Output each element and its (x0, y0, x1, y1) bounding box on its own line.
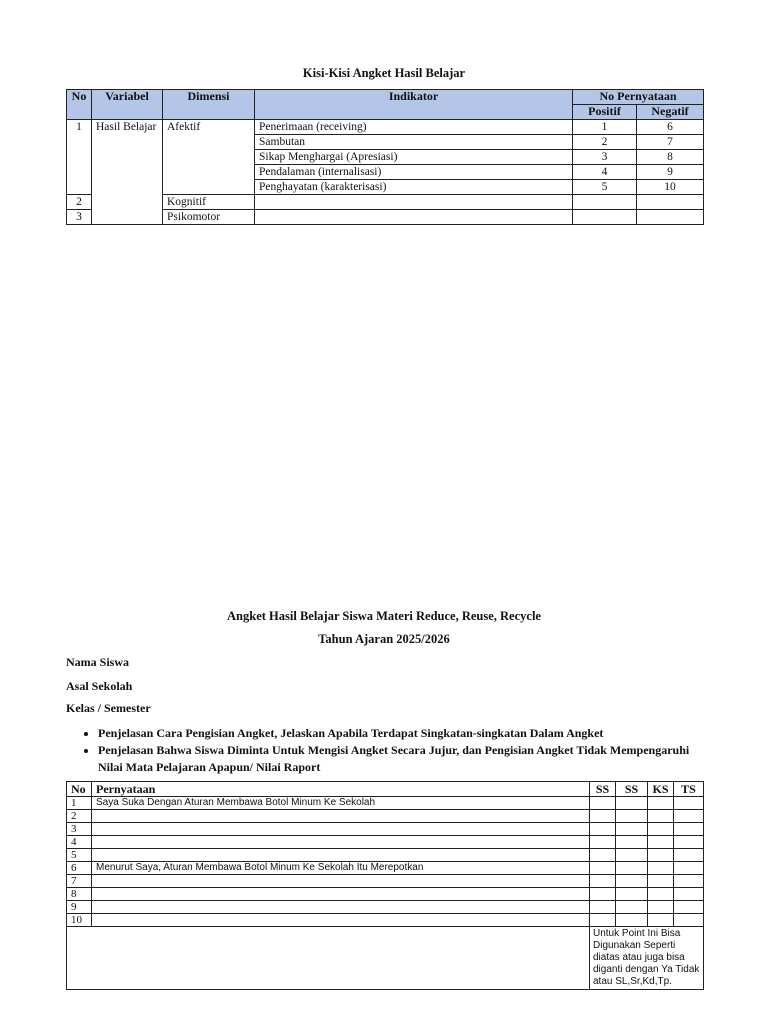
ss-cell[interactable] (616, 836, 648, 849)
row-no: 10 (67, 914, 92, 927)
ss-cell[interactable] (616, 875, 648, 888)
row-no: 9 (67, 901, 92, 914)
ss-cell[interactable] (616, 823, 648, 836)
ss-cell[interactable] (590, 888, 616, 901)
indikator-cell (255, 210, 573, 225)
row-no: 3 (67, 823, 92, 836)
ss-cell[interactable] (616, 810, 648, 823)
ts-cell[interactable] (674, 875, 704, 888)
negatif-cell (637, 210, 704, 225)
header-variabel: Variabel (92, 90, 163, 120)
instruction-item: • Penjelasan Cara Pengisian Angket, Jelaskan Apabila Terdapat Singkatan-singkatan Dalam Angket (98, 725, 698, 742)
table-row (67, 875, 704, 888)
statement-cell (92, 888, 590, 901)
blank-cell (67, 927, 590, 990)
questionnaire-subtitle: Tahun Ajaran 2025/2026 (318, 632, 450, 646)
row-no: 4 (67, 836, 92, 849)
header-positif: Positif (573, 105, 637, 120)
statement-cell (92, 914, 590, 927)
ss-cell[interactable] (590, 823, 616, 836)
statement-cell (92, 901, 590, 914)
ks-cell[interactable] (648, 914, 674, 927)
kisi-kisi-table (66, 89, 704, 225)
row-dimensi: Psikomotor (163, 210, 255, 225)
ks-cell[interactable] (648, 836, 674, 849)
questionnaire-table (66, 781, 704, 990)
instruction-item: • Penjelasan Bahwa Siswa Diminta Untuk Mengisi Angket Secara Jujur, dan Pengisian Angket Tidak Mempengaruhi Nilai Mata Pelajaran Apapun/ Nilai Raport (98, 742, 698, 776)
row-no: 2 (67, 810, 92, 823)
header-dimensi: Dimensi (163, 90, 255, 120)
negatif-cell: 7 (637, 135, 704, 150)
indikator-cell: Sambutan (255, 135, 573, 150)
questionnaire-title: Angket Hasil Belajar Siswa Materi Reduce, Reuse, Recycle (227, 609, 541, 623)
ss-cell[interactable] (616, 849, 648, 862)
ks-cell[interactable] (648, 901, 674, 914)
ss-cell[interactable] (616, 914, 648, 927)
field-kelas-semester: Kelas / Semester (66, 701, 151, 715)
table-row (67, 888, 704, 901)
ks-cell[interactable] (648, 875, 674, 888)
kisi-kisi-title: Kisi-Kisi Angket Hasil Belajar (302, 66, 466, 80)
row-no: 6 (67, 862, 92, 875)
field-asal-sekolah: Asal Sekolah (66, 679, 133, 693)
row-no: 8 (67, 888, 92, 901)
ss-cell[interactable] (590, 797, 616, 810)
ts-cell[interactable] (674, 849, 704, 862)
ts-cell[interactable] (674, 797, 704, 810)
positif-cell (573, 195, 637, 210)
positif-cell: 1 (573, 120, 637, 135)
ts-cell[interactable] (674, 862, 704, 875)
ts-cell[interactable] (674, 888, 704, 901)
header-ks: KS (648, 782, 674, 797)
ks-cell[interactable] (648, 823, 674, 836)
statement-cell (92, 836, 590, 849)
statement-cell: Menurut Saya, Aturan Membawa Botol Minum Ke Sekolah Itu Merepotkan (92, 862, 590, 875)
ss-cell[interactable] (590, 901, 616, 914)
row-no: 1 (67, 120, 92, 195)
positif-cell: 4 (573, 165, 637, 180)
positif-cell (573, 210, 637, 225)
statement-cell (92, 875, 590, 888)
row-no: 3 (67, 210, 92, 225)
ts-cell[interactable] (674, 810, 704, 823)
statement-cell (92, 849, 590, 862)
negatif-cell: 9 (637, 165, 704, 180)
ks-cell[interactable] (648, 888, 674, 901)
table-row (67, 849, 704, 862)
ts-cell[interactable] (674, 823, 704, 836)
ts-cell[interactable] (674, 901, 704, 914)
positif-cell: 3 (573, 150, 637, 165)
indikator-cell: Pendalaman (internalisasi) (255, 165, 573, 180)
table-row (67, 797, 704, 810)
ss-cell[interactable] (616, 901, 648, 914)
indikator-cell: Penerimaan (receiving) (255, 120, 573, 135)
negatif-cell: 8 (637, 150, 704, 165)
row-no: 2 (67, 195, 92, 210)
positif-cell: 5 (573, 180, 637, 195)
header-negatif: Negatif (637, 105, 704, 120)
ks-cell[interactable] (648, 862, 674, 875)
header-no: No (67, 782, 92, 797)
table-row (67, 836, 704, 849)
table-row (67, 810, 704, 823)
questionnaire-body (67, 797, 704, 990)
field-nama-siswa: Nama Siswa (66, 655, 130, 669)
ss-cell[interactable] (616, 862, 648, 875)
ss-cell[interactable] (590, 836, 616, 849)
scale-note: Untuk Point Ini Bisa Digunakan Seperti diatas atau juga bisa diganti dengan Ya Tidak atau SL,Sr,Kd,Tp. (590, 927, 704, 990)
ts-cell[interactable] (674, 836, 704, 849)
header-no-pernyataan: No Pernyataan (573, 90, 704, 105)
ss-cell[interactable] (616, 797, 648, 810)
ts-cell[interactable] (674, 914, 704, 927)
table-row (67, 862, 704, 875)
row-no: 1 (67, 797, 92, 810)
positif-cell: 2 (573, 135, 637, 150)
indikator-cell: Sikap Menghargai (Apresiasi) (255, 150, 573, 165)
indikator-cell: Penghayatan (karakterisasi) (255, 180, 573, 195)
header-no: No (67, 90, 92, 120)
header-ss: SS (590, 782, 616, 797)
row-no: 7 (67, 875, 92, 888)
table-row (67, 901, 704, 914)
header-ts: TS (674, 782, 704, 797)
negatif-cell: 10 (637, 180, 704, 195)
statement-cell: Saya Suka Dengan Aturan Membawa Botol Minum Ke Sekolah (92, 797, 590, 810)
ss-cell[interactable] (590, 810, 616, 823)
note-row (67, 927, 704, 990)
row-dimensi: Kognitif (163, 195, 255, 210)
table-row (67, 914, 704, 927)
row-variabel: Hasil Belajar (92, 120, 163, 225)
ss-cell[interactable] (590, 875, 616, 888)
ss-cell[interactable] (590, 862, 616, 875)
header-ss: SS (616, 782, 648, 797)
header-indikator: Indikator (255, 90, 573, 120)
row-no: 5 (67, 849, 92, 862)
statement-cell (92, 810, 590, 823)
ks-cell[interactable] (648, 849, 674, 862)
statement-cell (92, 823, 590, 836)
indikator-cell (255, 195, 573, 210)
ss-cell[interactable] (590, 849, 616, 862)
ss-cell[interactable] (590, 914, 616, 927)
instruction-list (78, 725, 698, 776)
header-pernyataan: Pernyataan (92, 782, 590, 797)
negatif-cell: 6 (637, 120, 704, 135)
ks-cell[interactable] (648, 797, 674, 810)
ss-cell[interactable] (616, 888, 648, 901)
ks-cell[interactable] (648, 810, 674, 823)
negatif-cell (637, 195, 704, 210)
table-row (67, 823, 704, 836)
row-dimensi: Afektif (163, 120, 255, 195)
